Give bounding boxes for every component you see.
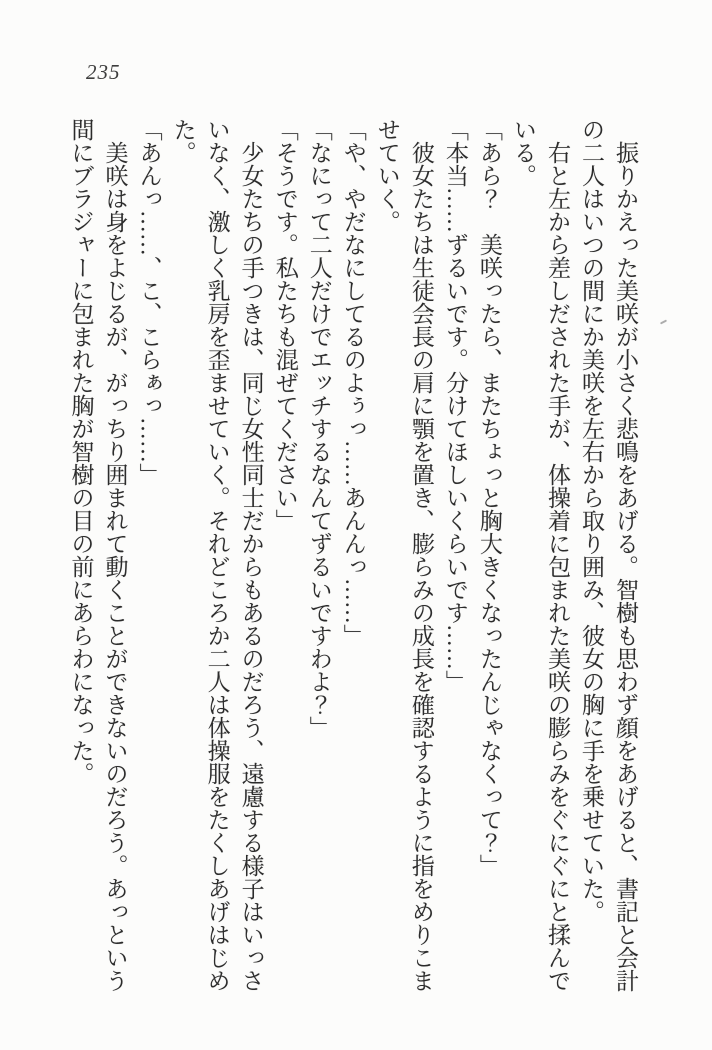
paragraph: 「あら？ 美咲ったら、またちょっと胸大きくなったんじゃなくって？」	[476, 118, 502, 877]
paragraph: 彼女たちは生徒会長の肩に顎を置き、膨らみの成長を確認するように指をめりこませていく。	[374, 118, 434, 992]
scan-speck-icon	[660, 319, 667, 324]
paragraph: 美咲は身をよじるが、がっちり囲まれて動くことができないのだろう。あっという間にブラジャーに包まれた胸が智樹の目の前にあらわになった。	[68, 118, 128, 992]
paragraph: 「や、やだなにしてるのよぅっ……あんんっ……」	[340, 118, 366, 647]
paragraph: 振りかえった美咲が小さく悲鳴をあげる。智樹も思わず顔をあげると、書記と会計の二人はいつの間にか美咲を左右から取り囲み、彼女の胸に手を乗せていた。	[578, 118, 638, 992]
paragraph: 右と左から差しだされた手が、体操着に包まれた美咲の膨らみをぐにぐにと揉んでいる。	[510, 118, 570, 992]
page-number: 235	[86, 60, 121, 84]
paragraph: 「そうです。私たちも混ぜてください」	[272, 118, 298, 532]
paragraph: 「本当……ずるいです。分けてほしいくらいです……」	[442, 118, 468, 693]
paragraph: 少女たちの手つきは、同じ女性同士だからもあるのだろう、遠慮する様子はいっさいなく、激しく乳房を歪ませていく。それどころか二人は体操服をたくしあげはじめた。	[170, 118, 264, 992]
paragraph: 「あんっ……、こ、こらぁっ……」	[136, 118, 162, 486]
body-text	[63, 118, 642, 1012]
paragraph: 「なにって二人だけでエッチするなんてずるいですわよ？」	[306, 118, 332, 739]
